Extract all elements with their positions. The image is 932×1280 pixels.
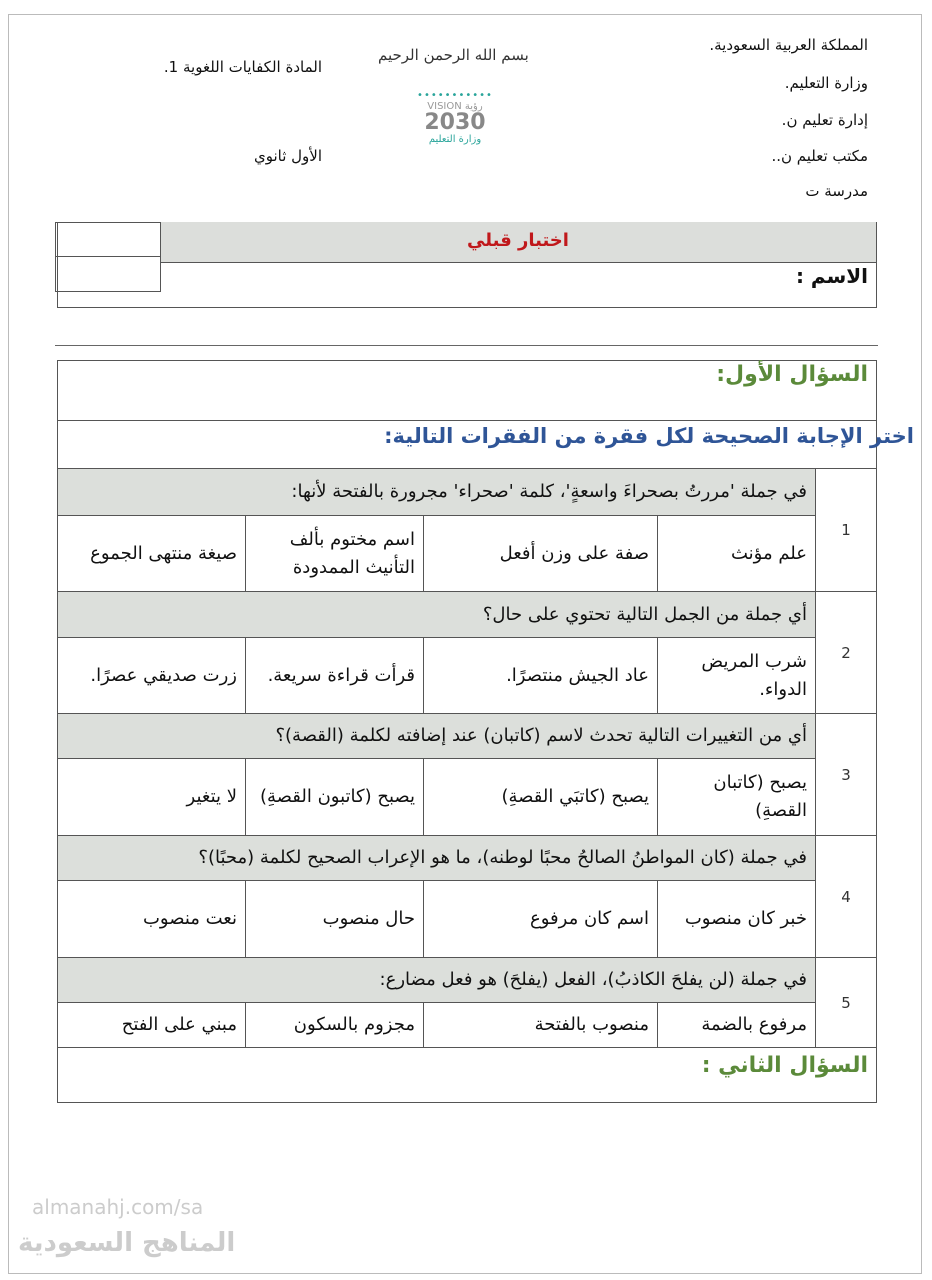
question-text: في جملة 'مررتُ بصحراءَ واسعةٍ'، كلمة 'صحراء' مجرورة بالفتحة لأنها:	[57, 468, 816, 516]
section1-title: السؤال الأول:	[716, 362, 868, 387]
header-line-ministry: وزارة التعليم.	[784, 74, 868, 92]
answer-option[interactable]: لا يتغير	[57, 758, 246, 836]
answer-option[interactable]: شرب المريض الدواء.	[657, 637, 816, 714]
section1-instruction: اختر الإجابة الصحيحة لكل فقرة من الفقرات التالية:	[384, 424, 914, 448]
logo-vision-text: VISION رؤية	[427, 101, 483, 112]
logo-ministry: وزارة التعليم	[428, 134, 482, 145]
header-line-admin: إدارة تعليم ن.	[781, 111, 868, 129]
answer-option[interactable]: مرفوع بالضمة	[657, 1002, 816, 1048]
answer-option[interactable]: صفة على وزن أفعل	[423, 515, 658, 592]
answer-option[interactable]: مبني على الفتح	[57, 1002, 246, 1048]
answer-option[interactable]: يصبح (كاتبون القصةِ)	[245, 758, 424, 836]
question-text: أي من التغييرات التالية تحدث لاسم (كاتبان) عند إضافته لكلمة (القصة)؟	[57, 713, 816, 759]
answer-option[interactable]: منصوب بالفتحة	[423, 1002, 658, 1048]
question-number: 4	[815, 835, 877, 958]
question-text: في جملة (لن يفلحَ الكاذبُ)، الفعل (يفلحَ) هو فعل مضارع:	[57, 957, 816, 1003]
score-box-top	[55, 222, 161, 257]
answer-option[interactable]: زرت صديقي عصرًا.	[57, 637, 246, 714]
question-text: في جملة (كان المواطنُ الصالحُ محبًا لوطنه)، ما هو الإعراب الصحيح لكلمة (محبًا)؟	[57, 835, 816, 881]
answer-option[interactable]: خبر كان منصوب	[657, 880, 816, 958]
subject-label: المادة الكفايات اللغوية 1.	[163, 58, 322, 76]
bismillah: بسم الله الرحمن الرحيم	[378, 46, 529, 64]
logo-year: 2030	[424, 110, 486, 135]
name-label: الاسم :	[795, 264, 868, 288]
answer-option[interactable]: مجزوم بالسكون	[245, 1002, 424, 1048]
divider	[55, 345, 878, 346]
question-text: أي جملة من الجمل التالية تحتوي على حال؟	[57, 591, 816, 638]
answer-option[interactable]: علم مؤنث	[657, 515, 816, 592]
answer-option[interactable]: يصبح (كاتبان القصةِ)	[657, 758, 816, 836]
score-box-bottom	[55, 256, 161, 292]
question-number: 5	[815, 957, 877, 1048]
vision-2030-logo: ••••••••••• VISION رؤية 2030 وزارة التعليم	[405, 90, 505, 165]
header-line-office: مكتب تعليم ن..	[771, 147, 868, 165]
answer-option[interactable]: حال منصوب	[245, 880, 424, 958]
section2-title: السؤال الثاني :	[701, 1053, 868, 1078]
watermark-url: almanahj.com/sa	[32, 1195, 204, 1219]
answer-option[interactable]: اسم كان مرفوع	[423, 880, 658, 958]
answer-option[interactable]: يصبح (كاتبَي القصةِ)	[423, 758, 658, 836]
answer-option[interactable]: اسم مختوم بألف التأنيث الممدودة	[245, 515, 424, 592]
answer-option[interactable]: صيغة منتهى الجموع	[57, 515, 246, 592]
grade-label: الأول ثانوي	[253, 147, 322, 165]
header-line-school: مدرسة ت	[805, 182, 868, 200]
header-line-country: المملكة العربية السعودية.	[709, 36, 868, 54]
watermark-name: المناهج السعودية	[18, 1228, 236, 1258]
question-number: 3	[815, 713, 877, 836]
answer-option[interactable]: نعت منصوب	[57, 880, 246, 958]
answer-option[interactable]: قرأت قراءة سريعة.	[245, 637, 424, 714]
answer-option[interactable]: عاد الجيش منتصرًا.	[423, 637, 658, 714]
question-number: 1	[815, 468, 877, 592]
exam-title: اختبار قبلي	[160, 222, 876, 263]
question-number: 2	[815, 591, 877, 714]
